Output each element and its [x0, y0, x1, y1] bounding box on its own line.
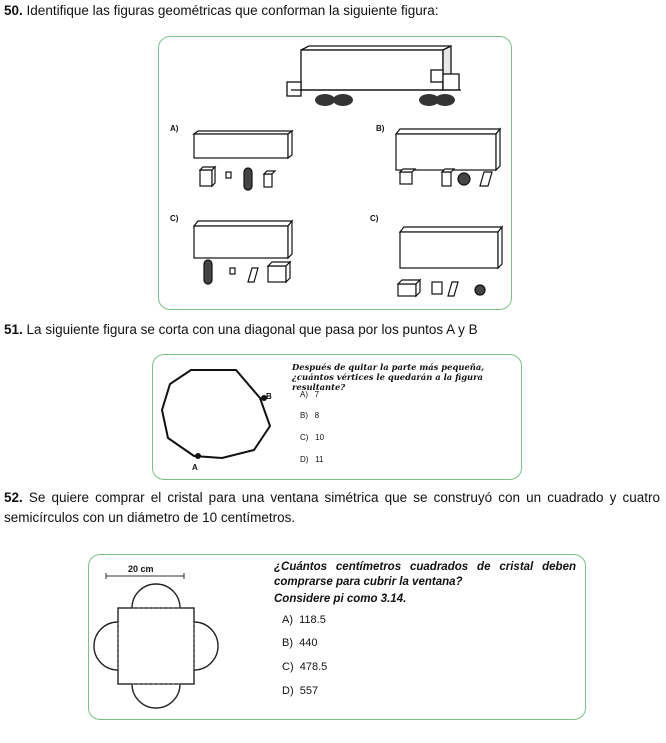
- question-text: Se quiere comprar el cristal para una ventana simétrica que se construyó con un cuadrado y cuatro semicírculos con un diámetro de 10 centímetros.: [4, 490, 660, 525]
- truck-figure: [285, 44, 465, 114]
- dimension-label: 20 cm: [128, 564, 154, 574]
- question-number: 50.: [4, 3, 23, 18]
- q52-option-d[interactable]: D) 557: [282, 685, 319, 697]
- q50-option-a-shapes: [192, 130, 302, 200]
- q52-option-a[interactable]: A) 118.5: [282, 614, 326, 626]
- q51-option-d[interactable]: D) 11: [300, 455, 324, 464]
- point-a-label: A: [192, 463, 198, 472]
- question-number: 52.: [4, 490, 23, 505]
- q52-question: ¿Cuántos centímetros cuadrados de cristal deben comprarse para cubrir la ventana?: [274, 561, 576, 588]
- q50-option-b-label: B): [376, 124, 385, 133]
- q52-option-b[interactable]: B) 440: [282, 637, 318, 649]
- q50-option-d-label: C): [370, 214, 379, 223]
- question-number: 51.: [4, 322, 23, 337]
- question-50-heading: [4, 1, 439, 21]
- polygon-figure: [158, 360, 278, 476]
- question-51-heading: [4, 320, 478, 340]
- q50-option-c-shapes: [192, 220, 302, 300]
- q50-option-d-shapes: [396, 226, 508, 306]
- question-text: La siguiente figura se corta con una diagonal que pasa por los puntos A y B: [26, 322, 478, 337]
- q52-hint: Considere pi como 3.14.: [274, 593, 407, 605]
- q51-option-b[interactable]: B) 8: [300, 411, 320, 420]
- point-b-label: B: [266, 392, 272, 401]
- question-52-heading: [4, 488, 660, 528]
- question-text: Identifique las figuras geométricas que conforman la siguiente figura:: [26, 3, 439, 18]
- q51-option-c[interactable]: C) 10: [300, 433, 325, 442]
- q50-option-c-label: C): [170, 214, 179, 223]
- point-a-marker: [195, 453, 201, 459]
- window-figure: [96, 572, 246, 712]
- q50-option-b-shapes: [392, 128, 504, 198]
- q52-option-c[interactable]: C) 478.5: [282, 661, 328, 673]
- q51-question: Después de quitar la parte más pequeña, ¿cuántos vértices le quedarán a la figura resultante?: [292, 362, 485, 392]
- q50-option-a-label: A): [170, 124, 179, 133]
- q51-option-a[interactable]: A) 7: [300, 390, 320, 399]
